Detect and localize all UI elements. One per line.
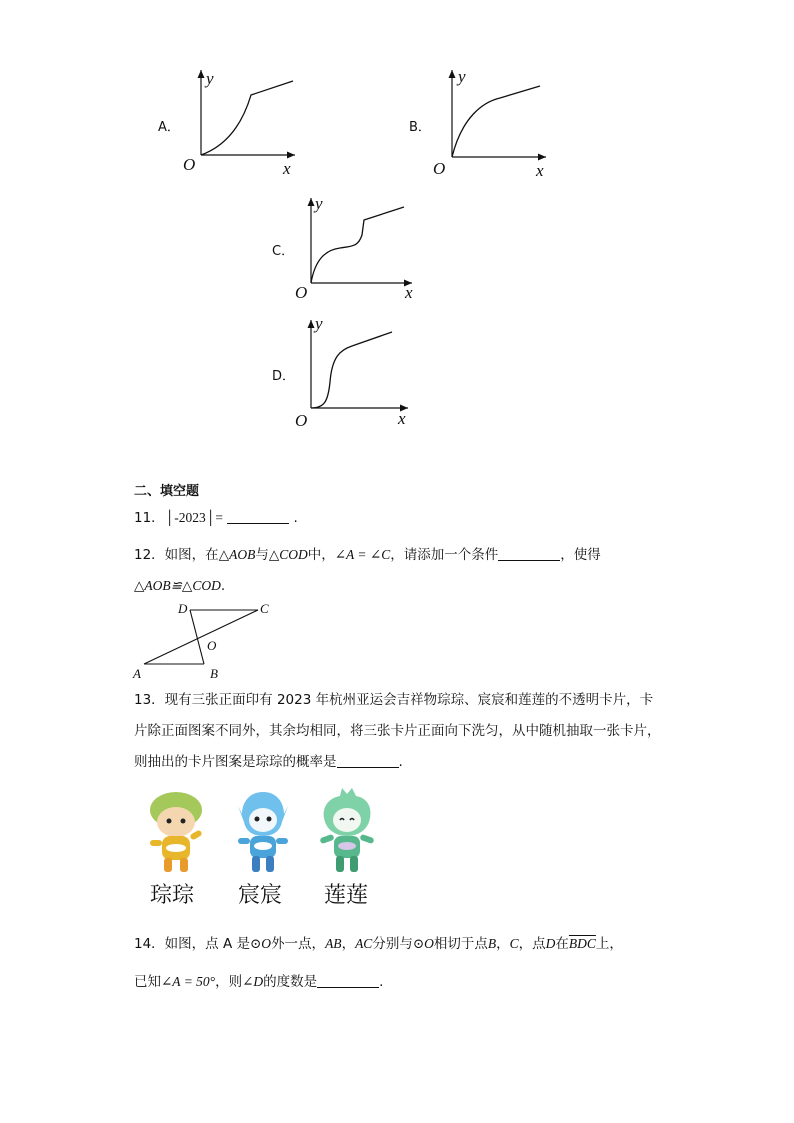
- q12-text-a: 12．如图，在: [134, 547, 219, 563]
- q14-tail: .: [379, 974, 384, 990]
- option-d-curve: [311, 332, 392, 408]
- q12-text-b: 与: [255, 547, 269, 563]
- option-c-x-label: x: [405, 283, 413, 302]
- q14-text-d: 分别与: [372, 936, 413, 952]
- q14-circle-o-2: ⊙O: [412, 936, 434, 951]
- option-a-x-label: x: [283, 159, 291, 178]
- q12-text-c: 中，: [307, 547, 335, 563]
- question-12-line1: [134, 545, 601, 565]
- q13-line2: 片除正面图案不同外，其余均相同，将三张卡片正面向下洗匀，从中随机抽取一张卡片，: [134, 723, 661, 739]
- q12-point-a: A: [133, 666, 141, 681]
- mascot-lianlian-name: 莲莲: [324, 883, 369, 908]
- option-c-origin: O: [295, 283, 308, 302]
- q13-line1: 13．现有三张正面印有 2023 年杭州亚运会吉祥物琮琮、宸宸和莲莲的不透明卡片，卡: [134, 692, 654, 708]
- q13-tail: .: [398, 754, 403, 770]
- option-c-y-label: y: [315, 194, 323, 213]
- q12-tail: .: [220, 578, 226, 594]
- q14-text-f: ，: [496, 936, 510, 952]
- q14-point-c: C: [509, 936, 519, 951]
- option-d-y-label: y: [315, 314, 323, 333]
- q12-triangle-cod: △COD: [268, 547, 308, 562]
- q12-triangle-aob: △AOB: [218, 547, 256, 562]
- option-a-y-label: y: [206, 69, 214, 88]
- q14-point-b: B: [487, 936, 497, 951]
- q14-text-i: 上，: [595, 936, 623, 952]
- q12-text-e: ，使得: [560, 547, 601, 563]
- q12-point-d: D: [178, 601, 188, 616]
- mascot-chenchen-name: 宸宸: [238, 883, 283, 908]
- option-b-label: B．: [409, 120, 431, 135]
- option-a-curve: [201, 81, 293, 155]
- option-d-graph: [290, 312, 420, 432]
- q14-text-line2-c: 的度数是: [263, 974, 318, 990]
- option-c-curve: [311, 207, 404, 283]
- q14-text-c: ，: [341, 936, 356, 952]
- option-b-graph: [428, 62, 558, 182]
- q14-text-a: 14．如图，点 A 是: [134, 936, 250, 952]
- mascot-congcong-name: 琮琮: [150, 883, 195, 908]
- q14-text-line2-a: 已知: [134, 974, 161, 990]
- q12-angle-equality: ∠A = ∠C: [334, 547, 391, 562]
- question-12-line2: [134, 576, 225, 596]
- q14-line2: [134, 972, 383, 992]
- q12-answer-blank[interactable]: [498, 546, 560, 561]
- mascot-lianlian-image: [312, 788, 382, 876]
- q14-line1: [134, 934, 623, 954]
- q14-segment-ab: AB: [325, 936, 342, 951]
- q12-congruence: △AOB≌△COD: [134, 578, 221, 593]
- q14-text-h: 在: [555, 936, 569, 952]
- q11-expression: │-2023│=: [164, 510, 223, 525]
- option-a-origin: O: [183, 155, 196, 174]
- option-b-x-label: x: [536, 161, 544, 180]
- mascot-congcong-image: [138, 788, 214, 876]
- q14-angle-a: ∠A = 50°: [161, 974, 216, 989]
- option-c-label: C．: [272, 244, 295, 259]
- q14-text-e: 相切于点: [433, 936, 488, 952]
- q12-point-o: O: [207, 638, 217, 653]
- section-title: 二、填空题: [134, 484, 200, 499]
- q14-text-g: ，点: [518, 936, 546, 952]
- mascot-row: [134, 788, 394, 906]
- q11-number: 11．: [134, 510, 165, 526]
- q14-answer-blank[interactable]: [317, 973, 379, 988]
- q11-tail: .: [293, 510, 298, 526]
- q12-point-c: C: [260, 601, 269, 616]
- option-b-origin: O: [433, 159, 446, 178]
- q14-text-b: 外一点，: [271, 936, 326, 952]
- q14-arc-bdc: $\overline{BDC}$: [568, 936, 596, 951]
- q13-answer-blank[interactable]: [337, 753, 399, 768]
- q12-figure: [130, 598, 280, 684]
- q11-answer-blank[interactable]: [227, 509, 289, 524]
- q12-text-d: ，请添加一个条件: [390, 547, 499, 563]
- option-b-curve: [452, 86, 540, 157]
- q14-text-line2-b: ，则: [215, 974, 243, 990]
- q12-point-b: B: [210, 666, 218, 681]
- q13-line3: [134, 752, 403, 772]
- question-11: [134, 508, 298, 528]
- q13-line3-text: 则抽出的卡片图案是琮琮的概率是: [134, 754, 337, 770]
- option-a-label: A．: [158, 120, 180, 135]
- option-c-graph: [290, 190, 420, 308]
- mascot-chenchen-image: [228, 788, 298, 876]
- q14-angle-d: ∠D: [242, 974, 264, 989]
- option-a-graph: [175, 60, 305, 180]
- option-d-x-label: x: [398, 409, 406, 428]
- q14-circle-o: ⊙O: [250, 936, 272, 951]
- option-d-origin: O: [295, 411, 308, 430]
- option-b-y-label: y: [458, 67, 466, 86]
- q14-point-d: D: [545, 936, 556, 951]
- option-d-label: D．: [272, 369, 296, 384]
- q14-segment-ac: AC: [355, 936, 373, 951]
